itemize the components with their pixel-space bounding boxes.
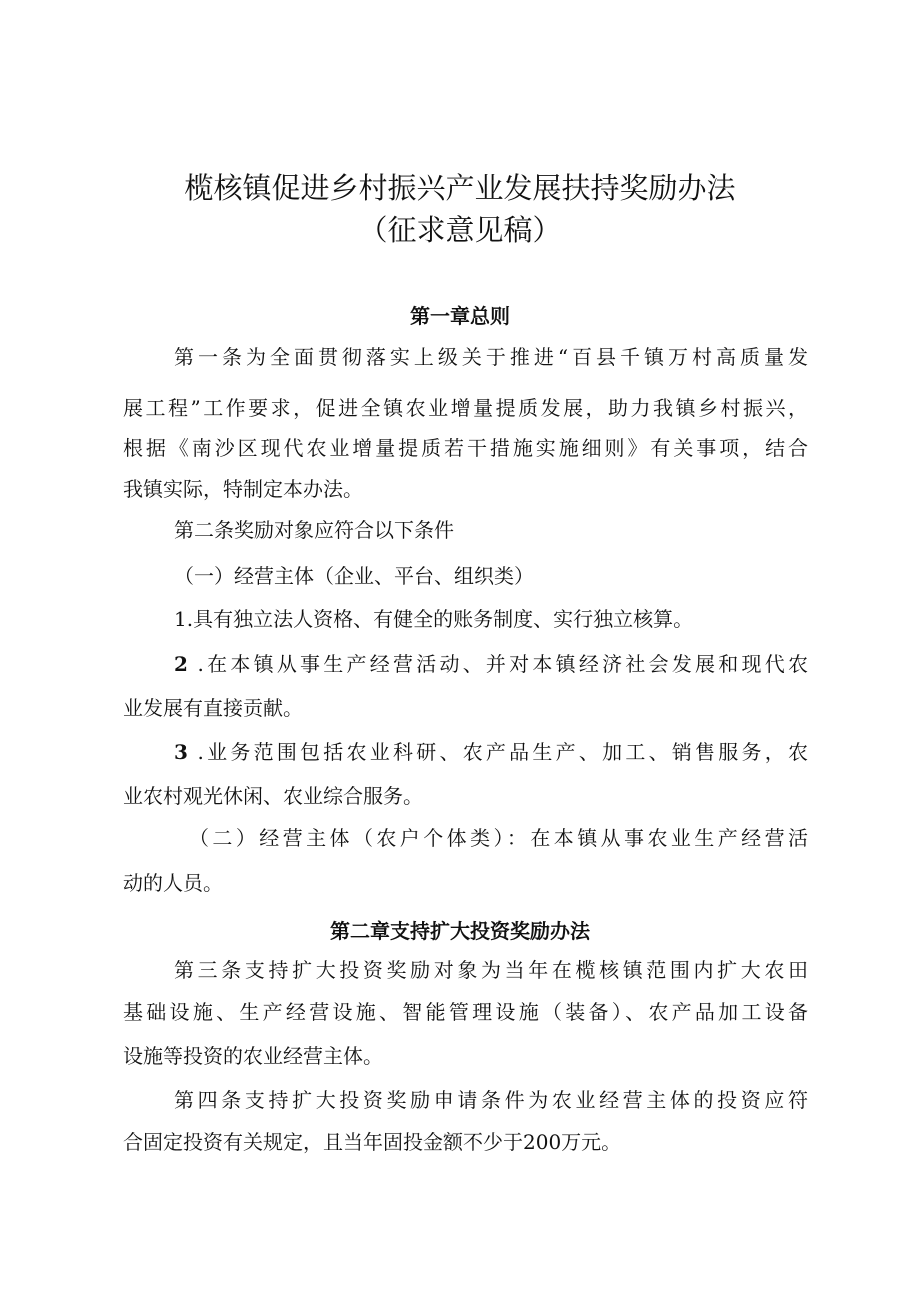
article-1-line-2: 展工程”工作要求，促进全镇农业增量提质发展，助力我镇乡村振兴， [123,396,808,420]
article-1-line-4: 我镇实际，特制定本办法。 [123,477,363,501]
document-subtitle: （征求意见稿） [358,213,562,247]
sub-item-2-line-2: 业发展有直接贡献。 [123,696,303,720]
article-1-line-1: 第一条为全面贯彻落实上级关于推进“百县千镇万村高质量发 [174,345,808,369]
sub-item-2-number: 2 [174,652,188,676]
sub-item-3-line-1: 3 .业务范围包括农业科研、农产品生产、加工、销售服务，农 [174,740,808,764]
chapter-1-heading: 第一章总则 [410,304,510,328]
item-1: （一）经营主体（企业、平台、组织类） [174,564,534,588]
item-2-line-2: 动的人员。 [123,871,223,895]
item-2-line-1: （二）经营主体（农户个体类）：在本镇从事农业生产经营活 [189,826,808,850]
article-2: 第二条奖励对象应符合以下条件 [174,518,454,542]
article-3-line-3: 设施等投资的农业经营主体。 [123,1044,383,1068]
sub-item-3-number: 3 [174,740,188,764]
sub-item-1: 1.具有独立法人资格、有健全的账务制度、实行独立核算。 [174,607,694,631]
sub-item-2-line-1: 2 .在本镇从事生产经营活动、并对本镇经济社会发展和现代农 [174,652,808,676]
article-1-line-3: 根据《南沙区现代农业增量提质若干措施实施细则》有关事项，结合 [123,436,808,460]
sub-item-3-line-2: 业农村观光休闲、农业综合服务。 [123,784,423,808]
article-3-line-1: 第三条支持扩大投资奖励对象为当年在榄核镇范围内扩大农田 [174,958,808,982]
article-4-line-1: 第四条支持扩大投资奖励申请条件为农业经营主体的投资应符 [174,1088,808,1112]
article-4-line-2: 合固定投资有关规定，且当年固投金额不少于200万元。 [123,1130,622,1154]
document-title: 榄核镇促进乡村振兴产业发展扶持奖励办法 [184,171,736,205]
article-3-line-2: 基础设施、生产经营设施、智能管理设施（装备）、农产品加工设备 [123,1000,808,1024]
chapter-2-heading: 第二章支持扩大投资奖励办法 [330,919,590,943]
